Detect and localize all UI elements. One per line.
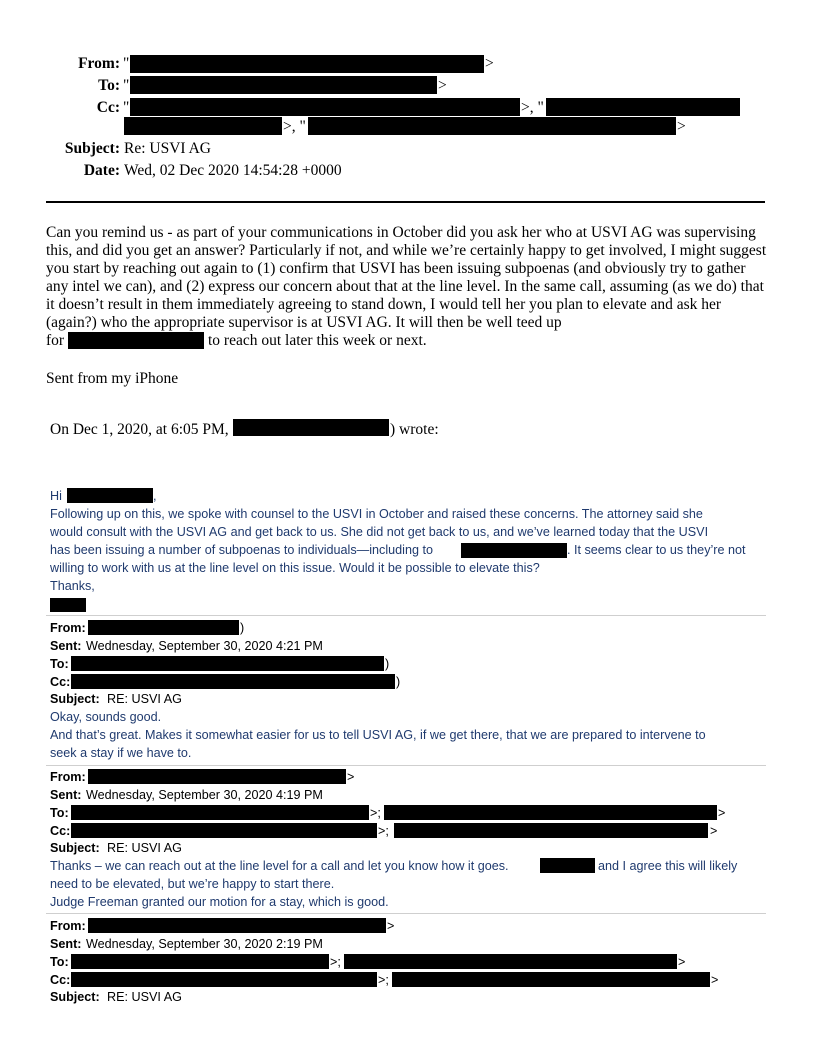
- subject-label: Subject:: [64, 140, 120, 157]
- date-value: Wed, 02 Dec 2020 14:54:28 +0000: [124, 162, 342, 179]
- reply-paragraph: Can you remind us - as part of your communications in October did you ask her who at USVI AG was supervising this, and did you get an answer? Particularly if not, and while we’re certainly happy to get involved, I might suggest you start by reaching out again to (1) confirm that USVI has been issuing subpoenas (and obviously try to gather any intel we can), and (2) express our concern about that at the line level. In the same call, assuming (as we do) that it doesn’t result in them immediately agreeing to stand down, I would tell her you plan to elevate and ask her (again?) who the appropriate supervisor is at USVI AG. It will then be well teed up: [46, 224, 767, 331]
- message-line: Judge Freeman granted our motion for a stay, which is good.: [50, 895, 389, 909]
- redaction-box: [71, 805, 369, 820]
- sent-value: Wednesday, September 30, 2020 4:21 PM: [86, 639, 323, 653]
- date-label: Date:: [83, 162, 120, 179]
- redaction-box: [233, 419, 389, 436]
- greeting: Hi: [50, 489, 62, 503]
- to-label: To:: [98, 77, 120, 94]
- message-separator: [46, 615, 766, 616]
- subject-label: Subject:: [50, 990, 100, 1004]
- reply-for: for: [46, 332, 65, 349]
- greeting-comma: ,: [153, 489, 157, 503]
- from-label: From:: [78, 55, 120, 72]
- on-wrote-prefix: On Dec 1, 2020, at 6:05 PM,: [50, 421, 229, 438]
- cc-separator: >;: [378, 824, 389, 838]
- message-line: need to be elevated, but we’re happy to start there.: [50, 877, 335, 891]
- signature: Sent from my iPhone: [46, 370, 179, 387]
- from-label: From:: [50, 919, 86, 933]
- to-separator: >;: [370, 806, 381, 820]
- redaction-box: [67, 488, 153, 503]
- message-separator: [46, 765, 766, 766]
- redaction-box: [344, 954, 677, 969]
- reply-closing: to reach out later this week or next.: [208, 332, 427, 349]
- on-wrote-suffix: ) wrote:: [390, 421, 439, 438]
- cc-separator: >;: [378, 973, 389, 987]
- message-line: and I agree this will likely: [598, 859, 738, 873]
- sent-label: Sent:: [50, 937, 82, 951]
- header-divider: [46, 201, 765, 203]
- to-label: To:: [50, 955, 69, 969]
- redaction-box: [71, 674, 395, 689]
- redaction-box: [392, 972, 710, 987]
- message-line: And that’s great. Makes it somewhat easier for us to tell USVI AG, if we get there, that we are prepared to intervene to: [50, 728, 706, 742]
- message-line: Okay, sounds good.: [50, 710, 162, 724]
- redaction-box: [71, 972, 377, 987]
- message-line: Following up on this, we spoke with counsel to the USVI in October and raised these concerns. The attorney said she: [50, 507, 703, 521]
- subject-value: Re: USVI AG: [124, 140, 211, 157]
- sent-value: Wednesday, September 30, 2020 4:19 PM: [86, 788, 323, 802]
- message-separator: [46, 913, 766, 914]
- to-separator: >;: [330, 955, 341, 969]
- redaction-box: [540, 858, 595, 873]
- redaction-box: [546, 98, 740, 116]
- redaction-box: [394, 823, 708, 838]
- from-suffix: >: [347, 770, 355, 784]
- message-line: . It seems clear to us they’re not: [567, 543, 746, 557]
- message-line: would consult with the USVI AG and get back to us. She did not get back to us, and we’ve learned today that the USVI: [50, 525, 709, 539]
- redaction-box: [124, 117, 282, 135]
- redaction-box: [308, 117, 676, 135]
- thanks: Thanks,: [50, 579, 95, 593]
- redaction-box: [130, 98, 520, 116]
- to-angle: >: [438, 77, 447, 94]
- redaction-box: [461, 543, 567, 558]
- cc-suffix: >: [711, 973, 719, 987]
- redaction-box: [384, 805, 717, 820]
- message-line: willing to work with us at the line level on this issue. Would it be possible to elevate this?: [50, 561, 540, 575]
- subject-value: RE: USVI AG: [107, 692, 182, 706]
- subject-value: RE: USVI AG: [107, 841, 182, 855]
- from-angle: >: [485, 55, 494, 72]
- message-line: seek a stay if we have to.: [50, 746, 192, 760]
- redaction-box: [130, 55, 484, 73]
- cc-separator: >, ": [283, 118, 306, 135]
- redaction-box: [130, 76, 437, 94]
- to-suffix: >: [718, 806, 726, 820]
- message-line: has been issuing a number of subpoenas to individuals—including to: [50, 543, 433, 557]
- redaction-box: [50, 598, 86, 612]
- redaction-box: [88, 918, 386, 933]
- to-suffix: >: [678, 955, 686, 969]
- cc-separator: >, ": [521, 99, 544, 116]
- redaction-box: [71, 823, 377, 838]
- cc-label: Cc:: [50, 973, 71, 987]
- cc-label: Cc:: [96, 99, 120, 116]
- cc-label: Cc:: [50, 675, 71, 689]
- to-label: To:: [50, 806, 69, 820]
- cc-angle: >: [677, 118, 686, 135]
- redaction-box: [71, 656, 384, 671]
- to-quote: ": [123, 77, 130, 94]
- to-label: To:: [50, 657, 69, 671]
- from-suffix: >: [387, 919, 395, 933]
- cc-quote: ": [123, 99, 130, 116]
- redaction-box: [68, 332, 204, 349]
- from-label: From:: [50, 621, 86, 635]
- to-suffix: ): [385, 657, 390, 671]
- cc-label: Cc:: [50, 824, 71, 838]
- message-line: Thanks – we can reach out at the line level for a call and let you know how it goes.: [50, 859, 509, 873]
- from-suffix: ): [240, 621, 245, 635]
- from-label: From:: [50, 770, 86, 784]
- redaction-box: [88, 769, 346, 784]
- subject-label: Subject:: [50, 841, 100, 855]
- reply-body: [46, 224, 768, 332]
- from-quote: ": [123, 55, 130, 72]
- sent-label: Sent:: [50, 788, 82, 802]
- cc-suffix: >: [710, 824, 718, 838]
- sent-label: Sent:: [50, 639, 82, 653]
- cc-suffix: ): [396, 675, 401, 689]
- redaction-box: [88, 620, 239, 635]
- sent-value: Wednesday, September 30, 2020 2:19 PM: [86, 937, 323, 951]
- subject-label: Subject:: [50, 692, 100, 706]
- redaction-box: [71, 954, 329, 969]
- subject-value: RE: USVI AG: [107, 990, 182, 1004]
